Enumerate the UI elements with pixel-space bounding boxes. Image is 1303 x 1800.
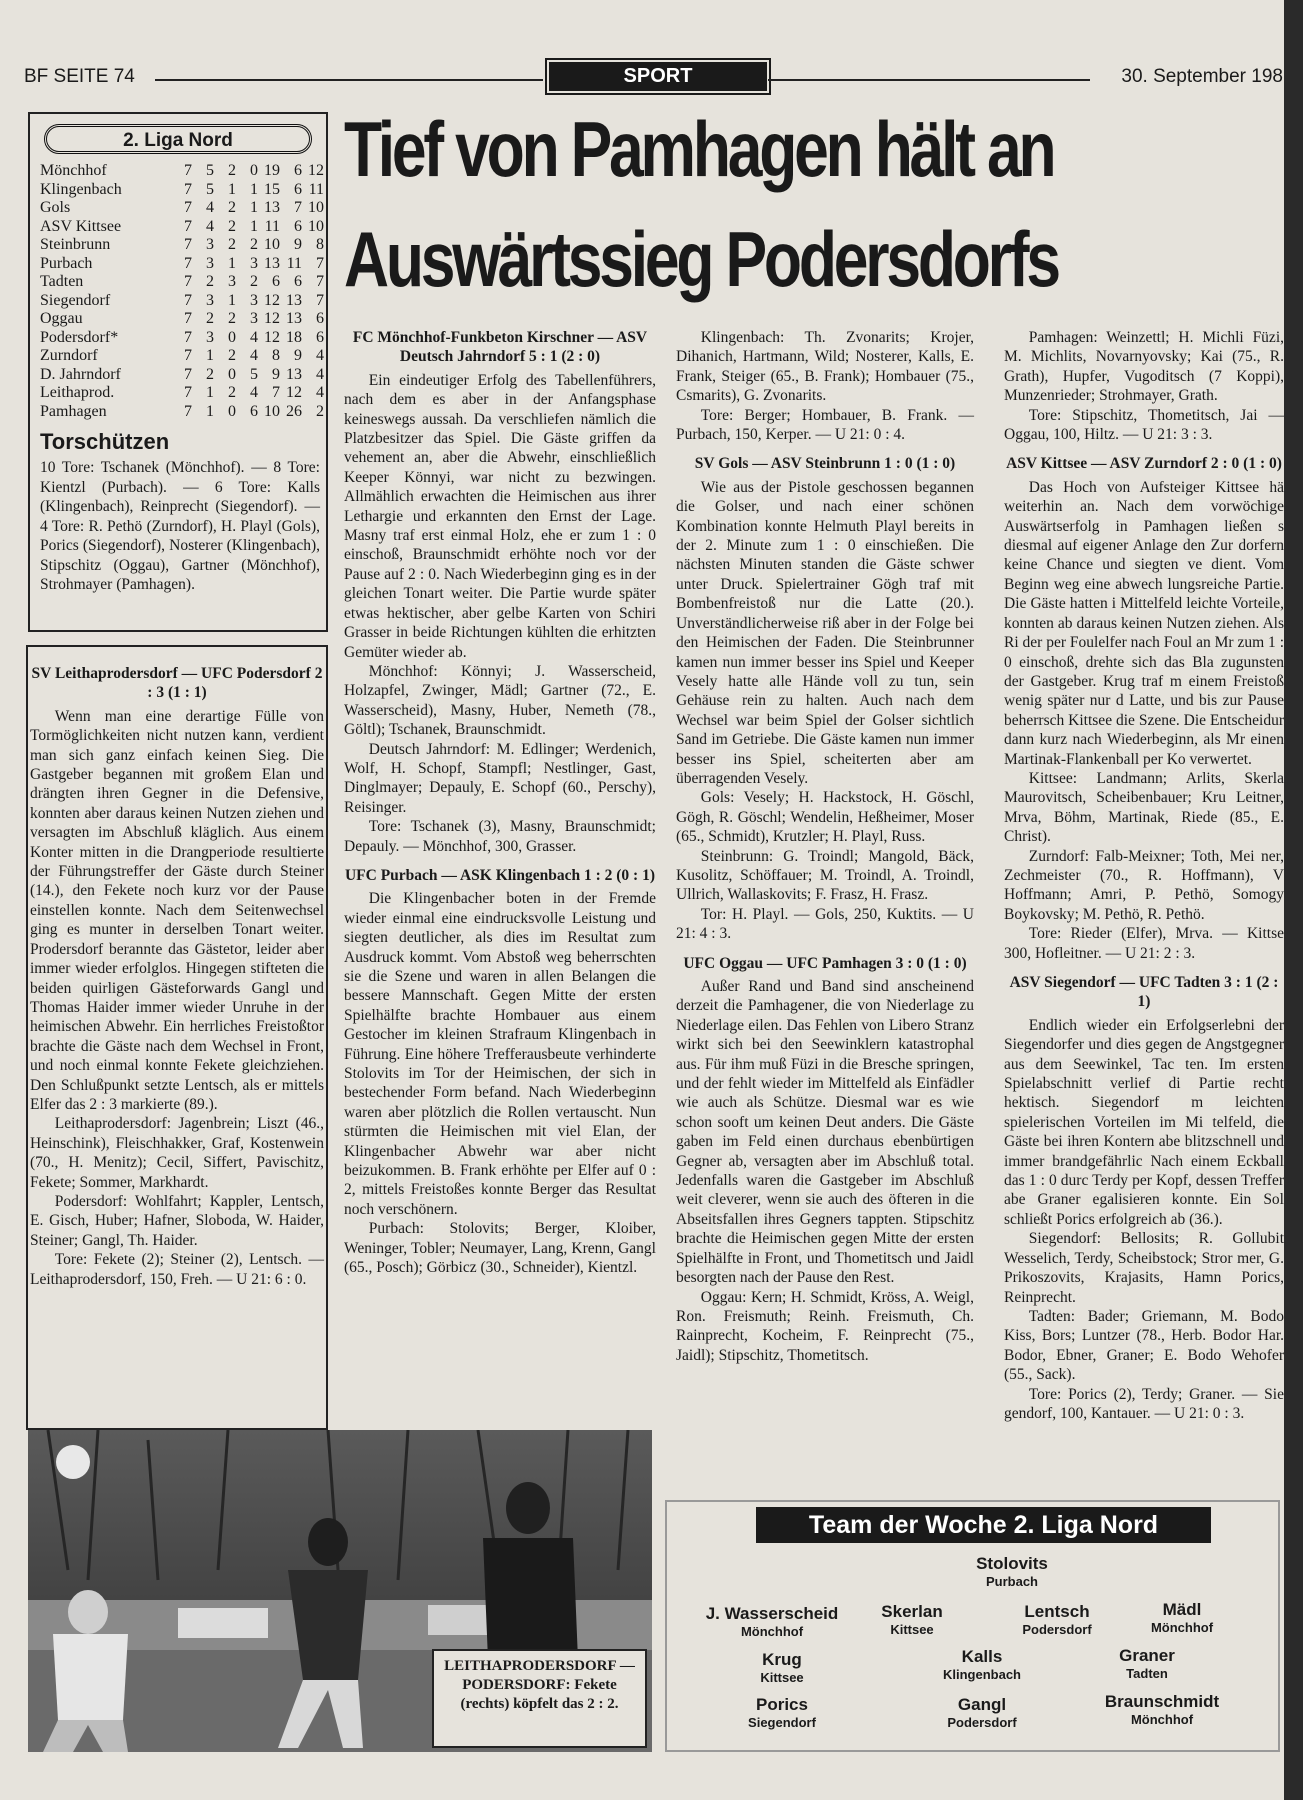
stat-cell: 5 (206, 162, 214, 179)
stat-cell: 1 (250, 217, 258, 235)
team-player (897, 1695, 1067, 1731)
team-name: Steinbrunn (40, 236, 111, 253)
team-player (697, 1695, 867, 1731)
stat-cell: 2 (228, 310, 236, 327)
stat-cell: 6 (250, 402, 258, 420)
goals-line: Tore: Tschanek (3), Masny, Braunschmidt; Depauly. — Mönchhof, 300, Grasser. (344, 818, 656, 855)
stat-cell: 8 (272, 347, 280, 364)
player-club: Klingenbach (942, 1667, 1021, 1682)
stat-cell: 26 (286, 402, 302, 420)
stat-cell: 19 (264, 162, 280, 179)
lineup: Podersdorf: Wohlfahrt; Kappler, Lentsch, E. Gisch, Huber; Hafner, Sloboda, W. Haider, Steiner; Gangl, Th. Haider. (30, 1192, 324, 1249)
stat-cell: 5 (206, 180, 214, 198)
issue-date: 30. September 198 (1121, 66, 1283, 87)
stat-cell: 5 (250, 365, 258, 383)
stat-cell: 3 (206, 236, 214, 253)
player-name: Skerlan (881, 1602, 943, 1621)
lineup: Oggau: Kern; H. Schmidt, Kröss, A. Weigl, Ron. Freismuth; Reinh. Freismuth, Ch. Rainprecht, Kocheim, F. Reinprecht (75., Jaidl); Stipschitz, Thometitsch. (676, 1288, 974, 1364)
standings-row (40, 310, 324, 329)
stat-cell: 7 (316, 254, 324, 272)
match-heading: UFC Oggau — UFC Pamhagen 3 : 0 (1 : 0) (683, 954, 967, 972)
player-club: Tadten (1126, 1666, 1168, 1681)
stat-cell: 2 (228, 199, 236, 216)
stat-cell: 12 (264, 310, 280, 327)
stat-cell: 6 (294, 273, 302, 290)
standings-row (40, 199, 324, 218)
stat-cell: 0 (250, 162, 258, 179)
stat-cell: 9 (272, 365, 280, 383)
standings-row (40, 218, 324, 237)
stat-cell: 2 (228, 217, 236, 235)
stat-cell: 2 (250, 236, 258, 253)
team-name: Gols (40, 199, 71, 216)
goals-line: Tore: Berger; Hombauer, B. Frank. — Purbach, 150, Kerper. — U 21: 0 : 4. (676, 406, 974, 444)
page-number: BF SEITE 74 (24, 66, 135, 87)
stat-cell: 4 (316, 384, 324, 401)
match-heading: FC Mönchhof-Funkbeton Kirschner — ASV Deutsch Jahrndorf 5 : 1 (2 : 0) (352, 329, 648, 366)
header-rule-left (155, 79, 543, 81)
stat-cell: 13 (264, 199, 280, 216)
stat-cell: 2 (250, 273, 258, 290)
stat-cell: 7 (316, 273, 324, 290)
stat-cell: 1 (250, 180, 258, 198)
stat-cell: 1 (228, 291, 236, 309)
stat-cell: 10 (308, 217, 324, 235)
stat-cell: 0 (228, 328, 236, 346)
article-body: Wenn man eine derartige Fülle von Tormöglichkeiten nicht nutzen kann, verdient man sich ganz einfach keinen Sieg. Die Gastgeber begannen mit großem Elan und drängten ihren Gegner in die Defensive, konnten aber daraus keinen Nutzen ziehen und versagten im Abschluß kläglich. Aus einem Konter mitten in die Drangperiode resultierte der Führungstreffer der Gäste durch Steiner (14.), den Fekete noch kurz vor der Pause einstellen konnte. Nach dem Seitenwechsel ging es munter in derselben Tonart weiter. Prodersdorf berannte das Gästetor, leider aber immer wieder erfolglos. Hingegen stifteten die beiden quirligen Gästeforwards Gangl und Thomas Haider immer wieder Unruhe in der heimischen Abwehr. Ein herrliches Freistoßtor brachte die Gäste nach dem Wechsel in Front, und noch einmal konnte Fekete gleichziehen. Den Schlußpunkt setzte Lentsch, als er mittels Elfer das 2 : 3 markierte (89.). (30, 707, 324, 1113)
stat-cell: 7 (184, 347, 192, 364)
goals-line: Tor: H. Playl. — Gols, 250, Kuktits. — U 21: 4 : 3. (676, 905, 974, 943)
stat-cell: 7 (184, 236, 192, 253)
stat-cell: 10 (308, 199, 324, 216)
stat-cell: 6 (294, 180, 302, 198)
stat-cell: 4 (250, 328, 258, 346)
player-club: Kittsee (890, 1622, 934, 1637)
stat-cell: 7 (184, 310, 192, 327)
stat-cell: 1 (206, 384, 214, 401)
stat-cell: 7 (272, 384, 280, 401)
stat-cell: 1 (228, 254, 236, 272)
lineup: Deutsch Jahrndorf: M. Edlinger; Werdenich, Wolf, H. Schopf, Stampfl; Nestlinger, Gast, Dinglmayer; Depauly, E. Schopf (60., Perschy), Reisinger. (344, 740, 656, 816)
stat-cell: 3 (206, 328, 214, 346)
match-heading: ASV Kittsee — ASV Zurndorf 2 : 0 (1 : 0) (1006, 455, 1282, 473)
article-body: Ein eindeutiger Erfolg des Tabellenführers, nach dem es aber in der Anfangsphase keineswegs aussah. Da verschliefen nämlich die Platzbesitzer das Spiel. Die Gäste griffen da vehement an, aber die Abwehr, einschließlich Keeper Könnyi, war nicht zu bezwingen. Allmählich erwachten die Heimischen aus ihrer Lethargie und erkannten den Ernst der Lage. Masny traf erst einmal Holz, ehe er zum 1 : 0 einschoß, Braunschmidt erhöhte noch vor der Pause auf 2 : 0. Nach Wiederbeginn ging es in der gleichen Tonart weiter. Die Partie wurde später etwas hektischer, aber gelbe Karten von Schiri Grasser in beide Richtungen kühlten die erhitzten Gemüter wieder ab. (344, 371, 656, 661)
headline-line-2: Auswärtssieg Podersdorfs (344, 215, 1058, 303)
stat-cell: 9 (294, 236, 302, 253)
stat-cell: 12 (286, 384, 302, 401)
player-name: Porics (756, 1695, 808, 1714)
player-name: Krug (762, 1650, 802, 1669)
match-heading: ASV Siegendorf — UFC Tadten 3 : 1 (2 : 1) (1009, 974, 1279, 1011)
football (56, 1445, 90, 1479)
stat-cell: 10 (264, 236, 280, 253)
stat-cell: 6 (316, 328, 324, 346)
team-name: Podersdorf* (40, 328, 119, 346)
player-name: Kalls (961, 1647, 1003, 1666)
player-club: Podersdorf (1022, 1622, 1092, 1637)
standings-row (40, 384, 324, 403)
player-name: Graner (1119, 1646, 1175, 1665)
goals-line: Tore: Porics (2), Terdy; Graner. — Sie gendorf, 100, Kantauer. — U 21: 0 : 3. (1004, 1385, 1284, 1422)
stat-cell: 12 (264, 291, 280, 309)
stat-cell: 7 (184, 254, 192, 272)
article-column-3 (676, 328, 974, 1365)
player-club: Purbach (985, 1574, 1038, 1589)
stat-cell: 2 (228, 236, 236, 253)
article-body: Außer Rand und Band sind anscheinend derzeit die Pamhagener, die von Niederlage zu Niederlage eilen. Das Fehlen von Libero Stranz wirkt sich bei den Seewinklern katastrophal aus. Für ihm muß Füzi in die Bresche springen, und der fehlt wieder im Mittelfeld als Einfädler wie auch als Schütze. Diesmal war es wie schon sooft um keinen Deut anders. Die Gäste gaben im Feld einen durchaus ebenbürtigen Gegner ab, versagten aber im Abschluß total. Jedenfalls waren die Gastgeber im Abschluß weit cleverer, wenn sie auch des öfteren in die Abseitsfallen ihres Gegners tappten. Stipschitz brachte die Heimischen gegen Mitte der ersten Spielhälfte in Front, und Thometitsch und Jaidl besorgten nach der Pause den Rest. (676, 978, 974, 1287)
lineup: Kittsee: Landmann; Arlits, Skerla Maurovitsch, Scheibenbauer; Kru Leitner, Mrva, Böhm, Martinak, Riede (85., E. Christ). (1004, 769, 1284, 846)
standings-box (28, 112, 328, 632)
stat-cell: 2 (206, 310, 214, 327)
stat-cell: 6 (316, 310, 324, 327)
stat-cell: 7 (316, 291, 324, 309)
stat-cell: 0 (228, 402, 236, 420)
lineup: Leithaprodersdorf: Jagenbrein; Liszt (46., Heinschink), Fleischhakker, Graf, Kostenwein (70., H. Menitz); Cecil, Siffert, Pavischitz, Fekete; Sommer, Markhardt. (30, 1115, 324, 1191)
player-name: Lentsch (1024, 1602, 1090, 1621)
lineup: Mönchhof: Könnyi; J. Wasserscheid, Holzapfel, Zwinger, Mädl; Gartner (72., E. Wasserscheid), Masny, Huber, Nemeth (78., Göltl); Tschanek, Braunschmidt. (344, 662, 656, 739)
stat-cell: 11 (286, 254, 302, 272)
headline-line-1: Tief von Pamhagen hält an (344, 105, 1054, 193)
team-player (697, 1650, 867, 1686)
team-name: Siegendorf (40, 291, 111, 309)
stat-cell: 3 (250, 310, 258, 327)
stat-cell: 3 (228, 273, 236, 290)
stat-cell: 7 (184, 217, 192, 235)
team-player (927, 1554, 1097, 1590)
stat-cell: 7 (184, 162, 192, 179)
team-name: Zurndorf (40, 347, 98, 364)
article-body: Das Hoch von Aufsteiger Kittsee hä weiterhin an. Nach dem vorwöchige Auswärtserfolg in Pamhagen ließen s diesmal auf eigener Anlage den Zur dorfern keine Chance und siegten ve dient. Vom Beginn weg eine abwech lungsreiche Partie. Die Gäste hatten i Mittelfeld leichte Vorteile, konnten ab daraus keinen Nutzen ziehen. Als Ri der per Foulelfer nach Foul an Mr zum 1 : 0 einschoß, drehte sich das Bla zugunsten der Gastgeber. Krug traf m einem Freistoß wenig später nur d Latte, und bis zur Pause beherrsch Kittsee die Szene. Die Entscheidur dann kurz nach Wiederbeginn, als Mr einen Martinak-Flankenball per Ko verwertet. (1004, 478, 1284, 768)
lineup: Pamhagen: Weinzettl; H. Michli Füzi, M. Michlits, Novarnyovsky; Kai (75., R. Grath), Hupfer, Vugoditsch (7 Koppi), Munzenrieder; Strohmayer, Grath. (1004, 329, 1284, 405)
stat-cell: 2 (316, 402, 324, 420)
standings-row (40, 403, 324, 422)
player-name: Gangl (957, 1695, 1007, 1714)
player-name: J. Wasserscheid (705, 1604, 839, 1623)
stat-cell: 11 (308, 180, 324, 198)
stat-cell: 4 (316, 347, 324, 364)
player-club: Mönchhof (1150, 1620, 1214, 1635)
stat-cell: 2 (228, 162, 236, 179)
stat-cell: 7 (184, 384, 192, 401)
stat-cell: 8 (316, 236, 324, 253)
standings-row (40, 366, 324, 385)
stat-cell: 7 (294, 199, 302, 216)
stat-cell: 6 (272, 273, 280, 290)
lineup: Tadten: Bader; Griemann, M. Bodo Kiss, Bors; Luntzer (78., Herb. Bodor Har. Bodor, Ebner, Graner; E. Bodo Wehofer (55., Sack). (1004, 1307, 1284, 1384)
stat-cell: 0 (228, 365, 236, 383)
stat-cell: 2 (228, 347, 236, 364)
standings-row (40, 162, 324, 181)
team-name: Leithaprod. (40, 384, 115, 401)
team-name: Klingenbach (40, 180, 122, 198)
standings-row (40, 255, 324, 274)
team-name: ASV Kittsee (40, 217, 122, 235)
lineup: Purbach: Stolovits; Berger, Kloiber, Weninger, Tobler; Neumayer, Lang, Krenn, Gangl (65., Posch); Görbicz (30., Schneider), Kientzl. (344, 1220, 656, 1277)
player-club: Kittsee (760, 1670, 804, 1685)
player-name: Mädl (1162, 1600, 1202, 1619)
goals-line: Tore: Fekete (2); Steiner (2), Lentsch. — Leithaprodersdorf, 150, Freh. — U 21: 6 : 0. (30, 1251, 324, 1288)
team-name: Pamhagen (40, 402, 107, 420)
scorers-title: Torschützen (40, 429, 170, 454)
stat-cell: 4 (206, 217, 214, 235)
stat-cell: 7 (184, 199, 192, 216)
stat-cell: 4 (250, 347, 258, 364)
stat-cell: 11 (264, 217, 280, 235)
section-badge: SPORT (545, 58, 771, 95)
lineup: Siegendorf: Bellosits; R. Gollubit Wesselich, Terdy, Scheibstock; Stror mer, G. Prikoszovits, Krajasits, Hamn Porics, Reinprecht. (1004, 1230, 1284, 1306)
standings-title: 2. Liga Nord (44, 124, 312, 154)
team-name: Oggau (40, 310, 83, 327)
stat-cell: 1 (228, 180, 236, 198)
standings-row (40, 273, 324, 292)
goals-line: Tore: Stipschitz, Thometitsch, Jai — Oggau, 100, Hiltz. — U 21: 3 : 3. (1004, 406, 1284, 444)
stat-cell: 7 (184, 328, 192, 346)
stat-cell: 1 (206, 402, 214, 420)
standings-row (40, 236, 324, 255)
stat-cell: 4 (316, 365, 324, 383)
stat-cell: 9 (294, 347, 302, 364)
stat-cell: 6 (294, 162, 302, 179)
team-name: Tadten (40, 273, 84, 290)
player-club: Siegendorf (748, 1715, 816, 1730)
goals-line: Tore: Rieder (Elfer), Mrva. — Kittse 300, Hofleitner. — U 21: 2 : 3. (1004, 925, 1284, 962)
stat-cell: 18 (286, 328, 302, 346)
match-heading: SV Leithaprodersdorf — UFC Podersdorf 2 : 3 (1 : 1) (31, 665, 323, 702)
team-player (1097, 1600, 1267, 1636)
stat-cell: 1 (206, 347, 214, 364)
article-column-2 (344, 328, 656, 1278)
page-edge (1284, 0, 1303, 1800)
header-rule-right (768, 79, 1090, 81)
article-body: Die Klingenbacher boten in der Fremde wieder einmal eine eindrucksvolle Leistung und siegten deutlicher, als dies im Resultat zum Ausdruck kommt. Vom Abstoß weg beherrschten sie die Szene und waren in allen Belangen die bessere Mannschaft. Gegen Mitte der ersten Spielhälfte brachte Hombauer aus einem Gestocher im kleinen Strafraum Klingenbach in Führung. Eine höhere Trefferausbeute verhinderte Stolovits im Tor der Heimischen, der sich in bestechender Form befand. Nach Wiederbeginn waren aber plötzlich die Rollen vertauscht. Nun stürmten die Heimischen mit viel Elan, der Klingenbacher Abwehr war aber nicht beizukommen. B. Frank erhöhte per Elfer auf 0 : 2, mittels Freistoßes konnte Berger das Resultat noch verschönern. (344, 890, 656, 1218)
player-name: Stolovits (976, 1554, 1048, 1573)
stat-cell: 13 (286, 310, 302, 327)
standings-row (40, 329, 324, 348)
article-column-1 (30, 654, 324, 1289)
stat-cell: 6 (294, 217, 302, 235)
stat-cell: 1 (250, 199, 258, 216)
stat-cell: 7 (184, 273, 192, 290)
stat-cell: 10 (264, 402, 280, 420)
stat-cell: 7 (184, 180, 192, 198)
article-column-4 (1004, 328, 1284, 1423)
stat-cell: 15 (264, 180, 280, 198)
lineup: Zurndorf: Falb-Meixner; Toth, Mei ner, Zechmeister (70., R. Hoffmann), V Hoffmann; Amri, P. Pethö, Somogy Boykovsky; M. Pethö, R. Pethö. (1004, 847, 1284, 923)
stat-cell: 2 (206, 273, 214, 290)
player-club: Mönchhof (1130, 1712, 1194, 1727)
stat-cell: 2 (206, 365, 214, 383)
team-name: Purbach (40, 254, 93, 272)
match-heading: SV Gols — ASV Steinbrunn 1 : 0 (1 : 0) (694, 455, 956, 473)
stat-cell: 13 (286, 291, 302, 309)
team-of-week-title: Team der Woche 2. Liga Nord (756, 1507, 1211, 1543)
stat-cell: 13 (264, 254, 280, 272)
stat-cell: 2 (228, 384, 236, 401)
article-body: Endlich wieder ein Erfolgserlebni der Siegendorfer und dies gegen de Angstgegner aus dem Seewinkel, Tac ten. Im ersten Spielabschnitt verlief di Partie recht hektisch. Siegendorf m leichten spielerischen Vorteilen im Mi telfeld, die Gäste bei ihren Kontern abe blitzschnell und immer brandgefährlic Nach einem Eckball das 1 : 0 durc Terdy per Kopf, dessen Treffer abe Graner egalisieren konnte. Ein Sol schließt Porics erfolgreich ab (36.). (1004, 1016, 1284, 1228)
standings-table (40, 162, 324, 421)
stat-cell: 3 (206, 291, 214, 309)
match-heading: UFC Purbach — ASK Klingenbach 1 : 2 (0 : 1) (344, 866, 655, 884)
team-player (1077, 1692, 1247, 1728)
stat-cell: 3 (250, 254, 258, 272)
lineup: Klingenbach: Th. Zvonarits; Krojer, Dihanich, Hartmann, Wild; Nosterer, Kalls, E. Frank, Steiger (65., B. Frank); Hombauer (75., Csmarits), G. Zvonarits. (676, 329, 974, 405)
stat-cell: 13 (286, 365, 302, 383)
stat-cell: 4 (250, 384, 258, 401)
scorers-text: 10 Tore: Tschanek (Mönchhof). — 8 Tore: Kientzl (Purbach). — 6 Tore: Kalls (Klingenbach), Reinprecht (Siegendorf). — 4 Tore: R. Pethö (Zurndorf), H. Playl (Gols), Porics (Siegendorf), Nosterer (Klingenbach), Stipschitz (Oggau), Gartner (Mönchhof), Strohmayer (Pamhagen). (40, 459, 320, 593)
team-name: Mönchhof (40, 162, 107, 179)
team-player (1062, 1646, 1232, 1682)
stat-cell: 4 (206, 199, 214, 216)
standings-row (40, 347, 324, 366)
team-name: D. Jahrndorf (40, 365, 121, 383)
stat-cell: 7 (184, 291, 192, 309)
lineup: Gols: Vesely; H. Hackstock, H. Göschl, Gögh, R. Göschl; Wendelin, Heßheimer, Moser (65., Schmidt), Krutzler; H. Playl, Russ. (676, 789, 974, 846)
stat-cell: 7 (184, 402, 192, 420)
player-club: Podersdorf (947, 1715, 1017, 1730)
stat-cell: 3 (206, 254, 214, 272)
team-player (897, 1647, 1067, 1683)
stat-cell: 12 (264, 328, 280, 346)
lineup: Steinbrunn: G. Troindl; Mangold, Bäck, Kusolitz, Schöffauer; M. Troindl, A. Troindl, Ullrich, Wallaskovits; F. Frasz, H. Frasz. (676, 847, 974, 904)
photo-caption: LEITHAPRODERSDORF — PODERSDORF: Fekete (rechts) köpfelt das 2 : 2. (432, 1649, 647, 1748)
player-name: Braunschmidt (1104, 1692, 1220, 1711)
player-club: Mönchhof (740, 1624, 804, 1639)
standings-row (40, 292, 324, 311)
article-body: Wie aus der Pistole geschossen begannen die Golser, und nach einer schönen Kombination konnte Helmuth Playl bereits in der 2. Minute zum 1 : 0 einschießen. Die nächsten Minuten standen die Gäste schwer unter Druck. Spielertrainer Gögh traf mit Bombenfreistoß nur die Latte (20.). Unverständlicherweise riß aber in der Folge bei den Heimischen der Faden. Die Steinbrunner kamen nun immer besser ins Spiel und Keeper Vesely hatte alle Hände voll zu tun, sein Gehäuse rein zu halten. Auch nach dem Wechsel war beim Spiel der Golser sichtlich Sand im Getriebe. Die Gäste kamen nun immer besser ins Spiel, scheiterten aber am überragenden Vesely. (676, 478, 974, 787)
stat-cell: 3 (250, 291, 258, 309)
stat-cell: 12 (308, 162, 324, 179)
standings-row (40, 181, 324, 200)
stat-cell: 7 (184, 365, 192, 383)
